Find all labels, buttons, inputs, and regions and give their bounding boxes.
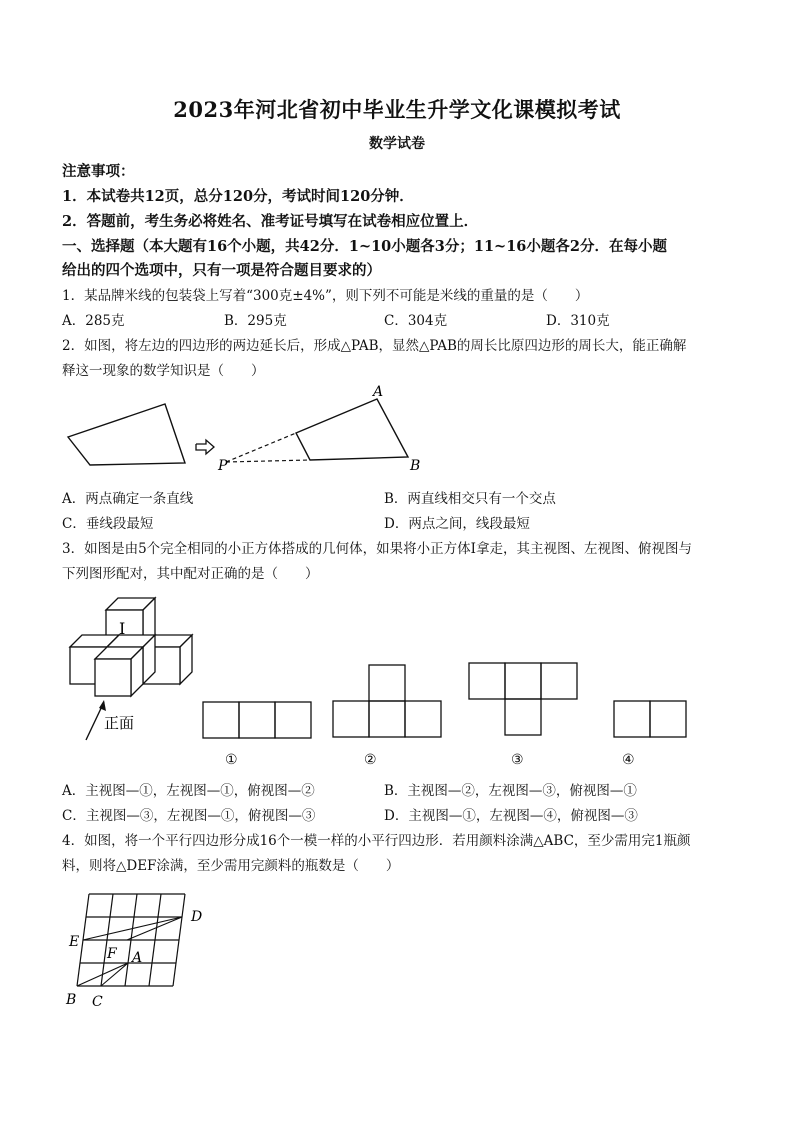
exam-title: 2023年河北省初中毕业生升学文化课模拟考试 [173, 97, 621, 122]
notice-item-2: 2．答题前，考生务必将姓名、准考证号填写在试卷相应位置上． [62, 213, 479, 230]
q1-stem: 1．某品牌米线的包装袋上写着“300克±4%”，则下列不可能是米线的重量的是（ ） [62, 288, 589, 304]
view-label-3: ③ [511, 752, 524, 768]
q3-stem-line2: 下列图形配对，其中配对正确的是（ ） [62, 566, 319, 582]
triangle-abc [77, 963, 128, 986]
q3-label-front: 正面 [104, 714, 135, 732]
q2-option-c[interactable]: C．垂线段最短 [62, 516, 154, 532]
q2-label-p: P [218, 458, 228, 474]
q2-stem-line2: 释这一现象的数学知识是（ ） [62, 363, 265, 379]
q4-stem-line1: 4．如图，将一个平行四边形分成16个一模一样的小平行四边形．若用颜料涂满△ABC，至少需用完1瓶颜 [62, 833, 691, 849]
q4-label-b: B [66, 992, 77, 1008]
q1-option-d[interactable]: D．310克 [546, 313, 610, 329]
notice-heading: 注意事项： [62, 163, 135, 180]
triangle-def [83, 917, 182, 940]
q2-label-b: B [410, 458, 421, 474]
q1-option-a[interactable]: A．285克 [62, 313, 125, 329]
q3-option-d[interactable]: D．主视图—①，左视图—④，俯视图—③ [384, 808, 638, 824]
q2-option-b[interactable]: B．两直线相交只有一个交点 [384, 491, 556, 507]
view-label-1: ① [225, 752, 238, 768]
q4-label-a: A [132, 950, 143, 966]
q3-option-c[interactable]: C．主视图—③，左视图—①，俯视图—③ [62, 808, 316, 824]
view-label-2: ② [364, 752, 377, 768]
section-heading-line2: 给出的四个选项中，只有一项是符合题目要求的） [62, 262, 381, 279]
q3-stem-line1: 3．如图是由5个完全相同的小正方体搭成的几何体，如果将小正方体I拿走，其主视图、左视图、俯视图与 [62, 541, 693, 557]
q4-stem-line2: 料，则将△DEF涂满，至少需用完颜料的瓶数是（ ） [62, 858, 400, 874]
q3-option-b[interactable]: B．主视图—②，左视图—③，俯视图—① [384, 783, 637, 799]
q4-label-e: E [69, 934, 80, 950]
q2-option-a[interactable]: A．两点确定一条直线 [62, 491, 194, 507]
q4-label-c: C [92, 994, 103, 1010]
q1-option-c[interactable]: C．304克 [384, 313, 448, 329]
view-label-4: ④ [622, 752, 635, 768]
q2-label-a: A [373, 384, 384, 400]
section-heading-line1: 一、选择题（本大题有16个小题，共42分．1~10小题各3分；11~16小题各2分．在每小题 [62, 238, 667, 255]
exam-subtitle: 数学试卷 [369, 136, 425, 152]
q4-label-f: F [107, 946, 117, 962]
q2-stem-line1: 2．如图，将左边的四边形的两边延长后，形成△PAB，显然△PAB的周长比原四边形的周长大，能正确解 [62, 338, 687, 354]
q1-option-b[interactable]: B．295克 [224, 313, 287, 329]
q3-option-a[interactable]: A．主视图—①，左视图—①，俯视图—② [62, 783, 315, 799]
q4-label-d: D [191, 909, 203, 925]
q2-option-d[interactable]: D．两点之间，线段最短 [384, 516, 530, 532]
q3-label-i: I [119, 619, 126, 638]
notice-item-1: 1．本试卷共12页，总分120分，考试时间120分钟． [62, 188, 414, 205]
